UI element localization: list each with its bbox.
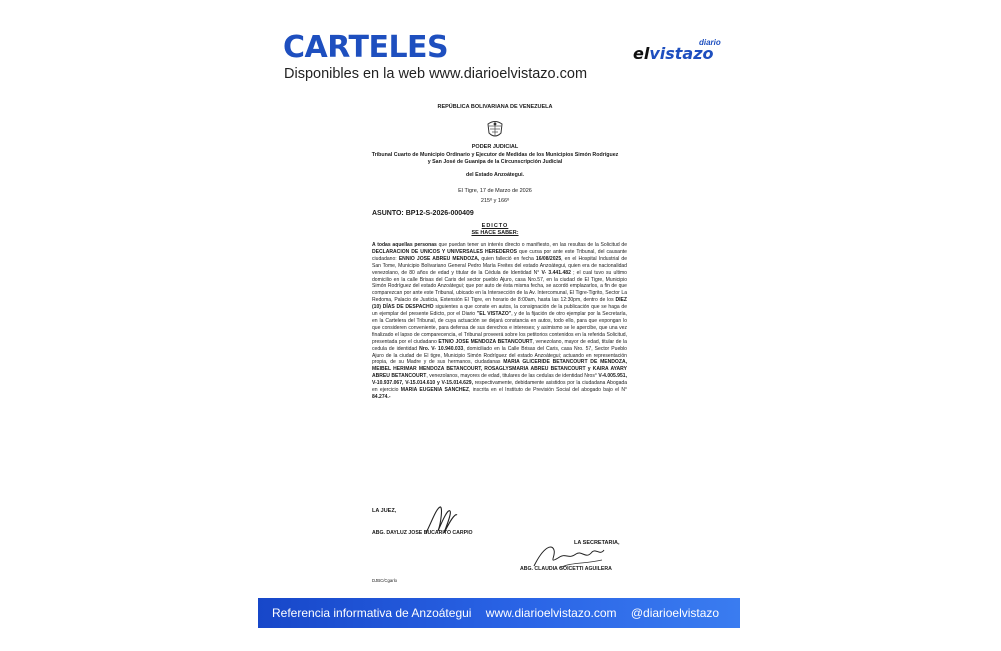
body-emphasis: Nro. V- 10.940.033 bbox=[419, 345, 464, 352]
footer-banner bbox=[258, 598, 740, 628]
document-initials: DJBC/Cgarlo bbox=[372, 578, 398, 583]
body-run: , y de la fijación de otro ejemplar por la Secretaría, en la Cartelera del Tribunal, de cuya actuación se dejará constancia en autos, todo ello, para que expongan lo que consideren conveniente, para defensa de sus derechos e intereses; y asimismo se le apercibe, que una vez finalizado el lapso de comparecencia, el Tribunal proveerá sobre los petitorios contenidos en la referida Solicitud, presentada por el ciudadano bbox=[372, 311, 627, 345]
republic-heading: REPÚBLICA BOLIVARIANA DE VENEZUELA bbox=[437, 104, 553, 110]
body-run: ; el cual tuvo su ultimo domicilio en la calle Brisas del Caris del sector pueblo Ajuro, casa Nro.57, en la ciudad de El Tigre, Municipio Simón Rodríguez del estado Anzoátegui; que por auto de ésta misma fecha, se acordó emplazarlos, a fin de que comparezcan por ante este Tribunal, ubicado en la Intersección de la Av. Intercomunal, El Tigre-Tigrito, Sector La Redoma, Palacio de Justicia, Extensión El Tigre, en horario de 8:00am, hasta las 12:30pm, dentro de los bbox=[372, 269, 627, 304]
body-run: , domiciliado en la Calle Brisas del Caris, casa Nro. 57, Sector Pueblo Ajuro de la ciudad de El tigre, Municipio Simón Rodríguez del estado Anzoátegui; actuando en representación propia, de su Madre y de sus hermanos, ciudadanas bbox=[372, 345, 627, 366]
tribunal-state: del Estado Anzoátegui. bbox=[465, 172, 525, 178]
body-emphasis: DIEZ (10) DÍAS DE DESPACHO bbox=[372, 297, 627, 311]
body-emphasis: V- 3.441.482 bbox=[541, 269, 571, 276]
tribunal-name: Tribunal Cuarto de Municipio Ordinario y Ejecutor de Medidas de los Municipios Simón Rodríguez y San José de Guanipa de la Circunscripción Judicial bbox=[371, 152, 619, 165]
body-emphasis: DECLARACION DE UNICOS Y UNIVERSALES HEREDEROS bbox=[372, 248, 517, 255]
body-emphasis: A todas aquellas personas bbox=[372, 242, 437, 248]
secretary-label: LA SECRETARIA, bbox=[574, 540, 620, 546]
edict-body bbox=[372, 242, 627, 401]
header bbox=[0, 0, 1001, 90]
body-emphasis: 84.274.- bbox=[372, 393, 391, 400]
years-text: 215º y 166º bbox=[480, 198, 510, 204]
body-emphasis: ENNIO JOSE ABREU MENDOZA, bbox=[398, 255, 480, 262]
body-emphasis: MARIA EUGENIA SANCHEZ bbox=[400, 387, 469, 394]
page-subtitle: Disponibles en la web www.diarioelvistazo.com bbox=[284, 66, 588, 82]
coat-of-arms-icon bbox=[484, 118, 506, 140]
body-run: siguientes a que conste en autos, la consignación de la publicación que se haga de un ejemplar del presente Edicto, por el Diario bbox=[372, 304, 627, 318]
footer-tagline: Referencia informativa de Anzoátegui bbox=[272, 606, 472, 620]
brand-logo bbox=[633, 38, 723, 65]
body-run: que cursa por ante este Tribunal, del causante ciudadano: bbox=[372, 248, 627, 262]
power-heading: PODER JUDICIAL bbox=[471, 144, 519, 150]
body-run: , inscrita en el Instituto de Previsión Social del abogado bajo el N° bbox=[468, 387, 628, 394]
body-run: , venezolano, mayor de edad, titular de la cedula de identidad bbox=[372, 338, 627, 352]
footer-social-handle[interactable]: @diarioelvistazo bbox=[630, 606, 720, 620]
judge-name: ABG. DAYLUZ JOSE BUCARITO CARPIO bbox=[372, 530, 473, 536]
page-title: CARTELES bbox=[283, 30, 449, 65]
body-emphasis: ETNIO JOSE MENDOZA BETANCOURT bbox=[438, 338, 533, 345]
edict-title: EDICTO bbox=[481, 223, 509, 229]
body-run: respectivamente, debidamente asistidos por la ciudadana Abogada en ejercicio bbox=[372, 380, 627, 394]
place-date: El Tigre, 17 de Marzo de 2026 bbox=[458, 188, 532, 194]
body-run: que puedan tener un interés directo o manifiesto, en las resultas de la Solicitud de bbox=[436, 242, 628, 248]
body-run: quien falleció en fecha bbox=[479, 255, 536, 262]
brand-diario: diario bbox=[699, 38, 721, 47]
brand-prefix: el bbox=[633, 44, 650, 63]
edict-document bbox=[360, 100, 630, 590]
brand-name: vistazo bbox=[649, 44, 714, 63]
body-emphasis: MARIA GLICERIDE BETANCOURT DE MENDOZA, MEIBEL HERIMAR MENDOZA BETANCOURT, ROSAGLYSMARIA ABREU BETANCOURT y KAIRA AYARY ABREU BETANCOURT bbox=[372, 359, 627, 380]
body-run: , en el Hospital Industrial de San Tome, Municipio Bolivariano General Pedro María Freites del estado Anzoátegui, quien era de nacionalidad venezolano, de 80 años de edad y titular de la Cédula de Identidad N° bbox=[372, 255, 628, 276]
body-run: , venezolanos, mayores de edad, titulares de las cedulas de identidad Nros° bbox=[426, 373, 599, 380]
body-emphasis: "EL VISTAZO" bbox=[476, 311, 512, 318]
secretary-name: ABG. CLAUDIA GOICETTI AGUILERA bbox=[520, 566, 612, 572]
footer-website-link[interactable]: www.diarioelvistazo.com bbox=[485, 606, 617, 620]
body-emphasis: 16/08/2025 bbox=[535, 255, 562, 262]
body-emphasis: V-4.005.951, V-10.937.067, V-15.014.610 y V-15.014.629, bbox=[372, 373, 627, 387]
judge-label: LA JUEZ, bbox=[372, 508, 397, 514]
edict-subtitle: SE HACE SABER: bbox=[471, 230, 519, 236]
brand-wordmark bbox=[633, 45, 714, 63]
case-number: ASUNTO: BP12-S-2026-000409 bbox=[372, 210, 474, 217]
footer-text bbox=[272, 606, 730, 620]
